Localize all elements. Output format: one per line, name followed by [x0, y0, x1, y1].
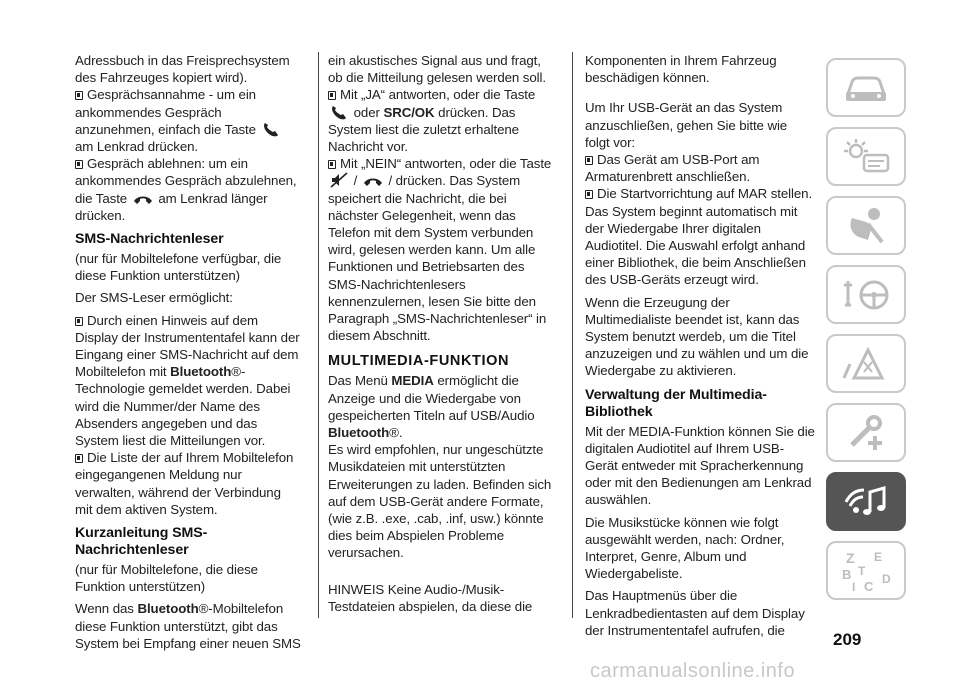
bullet-item-no: Mit „NEIN“ antworten, oder die Taste / / drücken. Das System speichert die Nachricht, die bei nächster Gelegenheit, wenn das Telefon mit dem System verbunden wird, gelesen werden kann. Um alle Funktionen und Betriebsarten des SMS-Nachrichtenlesers kennenzulernen, lesen Sie bitte den Paragraph „SMS-Nachrichtenleser“ in diesem Abschnitt. — [328, 156, 552, 344]
watermark: carmanualsonline.info — [590, 660, 796, 682]
tab-maintenance[interactable] — [826, 403, 906, 462]
svg-text:E: E — [874, 549, 883, 564]
paragraph: ein akustisches Signal aus und fragt, ob die Mitteilung gelesen werden soll. — [328, 53, 546, 86]
airbag-safety-icon — [838, 204, 894, 248]
paragraph: Wenn das Bluetooth®-Mobiltelefon diese Funktion unterstützt, gibt das System bei Empfang einer neuen SMS — [75, 601, 301, 651]
section-heading: Kurzanleitung SMS-Nachrichtenleser — [75, 525, 208, 559]
bullet-item: Die Liste der auf Ihrem Mobiltelefon eingegangenen Meldung nur verwalten, während der Verbindung mit dem aktiven System. — [75, 450, 294, 517]
wrench-tools-icon — [838, 413, 894, 453]
paragraph: Um Ihr USB-Gerät an das System anzuschließen, gehen Sie bitte wie folgt vor: — [585, 100, 788, 150]
column-rule-2 — [572, 52, 573, 618]
tab-index[interactable] — [826, 541, 906, 600]
phone-hangup-icon — [363, 176, 383, 188]
bullet-icon — [585, 190, 593, 199]
paragraph: (nur für Mobiltelefone verfügbar, die diese Funktion unterstützen) — [75, 251, 282, 284]
paragraph: Wenn die Erzeugung der Multimedialiste beendet ist, kann das System benutzt werdeb, um die Titel anzuzeigen und zu wählen und um die Wiedergabe zu aktivieren. — [585, 294, 809, 379]
text-column-2 — [328, 52, 554, 620]
paragraph: Das Menü MEDIA ermöglicht die Anzeige und die Wiedergabe von gespeicherten Titeln auf USB/Audio Bluetooth®. — [328, 373, 535, 441]
svg-text:D: D — [882, 571, 891, 586]
text-column-3 — [585, 52, 815, 644]
bullet-icon — [75, 454, 83, 463]
bullet-icon — [585, 156, 593, 165]
svg-text:C: C — [864, 578, 874, 594]
tab-safety[interactable] — [826, 196, 906, 255]
bullet-item-reject-call: Gespräch ablehnen: um ein ankommendes Gespräch abzulehnen, die Taste am Lenkrad länger drücken. — [75, 156, 297, 223]
tab-warning-lights[interactable] — [826, 127, 906, 186]
paragraph: Komponenten in Ihrem Fahrzeug beschädigen können. — [585, 53, 777, 86]
bullet-icon — [328, 91, 336, 100]
bullet-item: Durch einen Hinweis auf dem Display der Instrumententafel kann der Eingang einer SMS-Nachricht auf dem Mobiltelefon mit Bluetooth®-Technologie gemeldet werden. Dabei wird die Nummer/der Name des Absenders angegeben und das System liest die Mitteilungen vor. — [75, 312, 300, 449]
tab-multimedia[interactable] — [826, 472, 906, 531]
paragraph: Der SMS-Leser ermöglicht: — [75, 290, 233, 306]
paragraph: Die Musikstücke können wie folgt ausgewählt werden, nach: Ordner, Interpret, Genre, Album und Wiedergabeliste. — [585, 514, 785, 582]
bullet-item: Die Startvorrichtung auf MAR stellen. Das System beginnt automatisch mit der Wiedergabe Ihrer digitalen Audiotitel. Die Auswahl erfolgt anhand einer Bibliothek, die beim Anschließen des USB-Geräts erzeugt wird. — [585, 186, 813, 288]
phone-accept-icon — [262, 122, 280, 137]
paragraph: Mit der MEDIA-Funktion können Sie die digitalen Audiotitel auf Ihrem USB-Gerät entweder mit Spracherkennung oder mit den Bedienungen am Lenkrad auswählen. — [585, 423, 815, 508]
voice-mute-icon — [330, 172, 348, 188]
text-column-1 — [75, 52, 301, 657]
phone-accept-icon — [330, 105, 348, 120]
bullet-icon — [75, 160, 83, 169]
bullet-item: Das Gerät am USB-Port am Armaturenbrett anschließen. — [585, 152, 760, 185]
bullet-icon — [328, 160, 336, 169]
column-rule-1 — [318, 52, 319, 618]
tab-starting-driving[interactable] — [826, 265, 906, 324]
svg-text:Z: Z — [846, 549, 855, 566]
tab-vehicle[interactable] — [826, 58, 906, 117]
page-number: 209 — [833, 630, 862, 649]
svg-text:I: I — [852, 579, 856, 594]
svg-text:B: B — [842, 566, 852, 582]
alphabet-index-icon — [836, 547, 896, 595]
svg-text:T: T — [858, 563, 866, 578]
paragraph: Adressbuch in das Freisprechsystem des Fahrzeuges kopiert wird). — [75, 53, 290, 86]
paragraph: (nur für Mobiltelefone, die diese Funktion unterstützen) — [75, 562, 258, 595]
paragraph: Das Hauptmenüs über die Lenkradbedientasten auf dem Display der Instrumententafel aufrufen, die — [585, 588, 805, 638]
note-paragraph: HINWEIS Keine Audio-/Musik-Testdateien abspielen, da diese die — [328, 581, 533, 614]
phone-hangup-icon — [133, 194, 153, 206]
chapter-tabs — [826, 58, 906, 610]
tab-emergency[interactable] — [826, 334, 906, 393]
steering-key-icon — [838, 275, 894, 315]
paragraph: Es wird empfohlen, nur ungeschützte Musikdateien mit unterstützten Erweiterungen zu laden. Befinden sich auf dem USB-Gerät andere Formate, (wie z.B. .exe, .cab, .inf, usw.) könnte dies beim Abspielen Probleme verursachen. — [328, 442, 552, 561]
bullet-icon — [75, 317, 83, 326]
chapter-heading: MULTIMEDIA-FUNKTION — [328, 353, 510, 370]
bullet-icon — [75, 91, 83, 100]
warning-lights-icon — [838, 137, 894, 177]
section-heading: Verwaltung der Multimedia-Bibliothek — [585, 386, 767, 420]
car-dashboard-icon — [838, 68, 894, 108]
bullet-item-accept-call: Gesprächsannahme - um ein ankommendes Gespräch anzunehmen, einfach die Taste am Lenkrad drücken. — [75, 86, 301, 155]
bullet-item-yes: Mit „JA“ antworten, oder die Taste oder SRC/OK drücken. Das System liest die zuletzt erhaltene Nachricht vor. — [328, 87, 536, 155]
section-heading: SMS-Nachrichtenleser — [75, 231, 224, 248]
media-multimedia-icon — [836, 480, 896, 524]
road-warning-icon — [838, 344, 894, 384]
